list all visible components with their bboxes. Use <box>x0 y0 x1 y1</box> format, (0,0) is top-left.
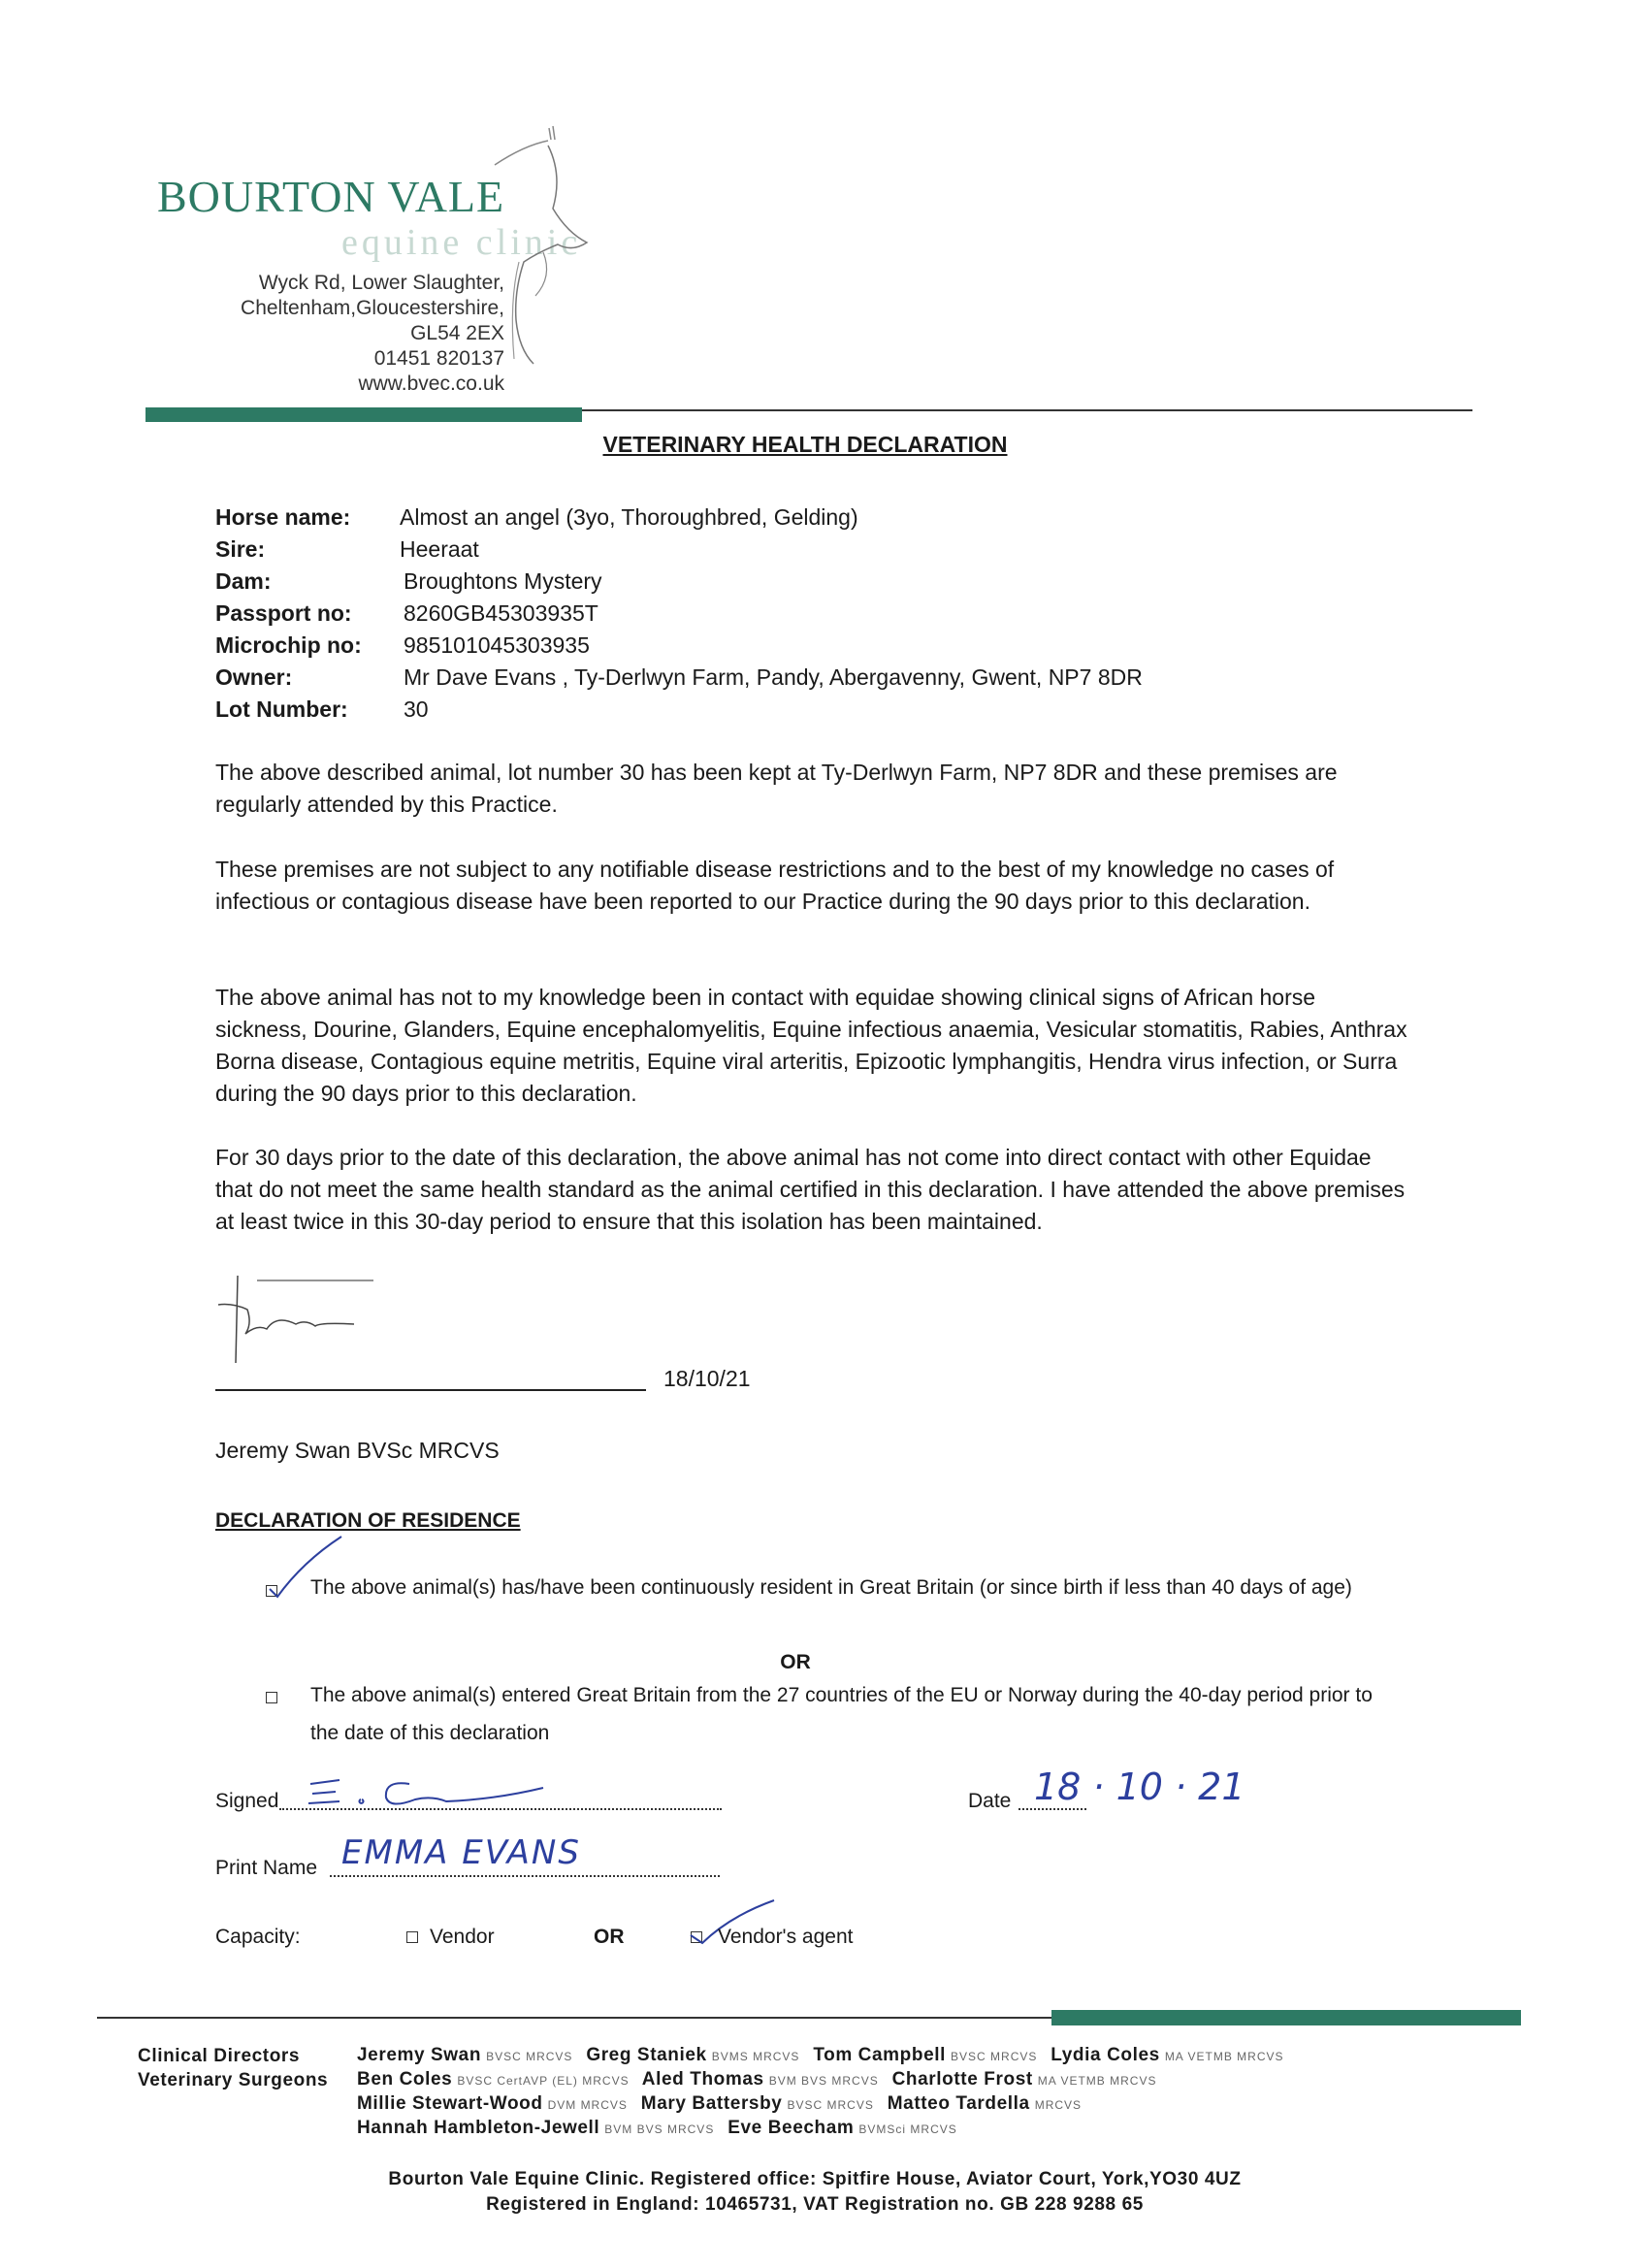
dam-value: Broughtons Mystery <box>404 568 602 594</box>
clinic-subtitle: equine clinic <box>341 222 582 263</box>
lot-number-value: 30 <box>404 697 429 722</box>
horse-name-label: Horse name: <box>215 504 351 530</box>
staff-name: Matteo Tardella <box>887 2093 1030 2114</box>
vet-signature-date: 18/10/21 <box>663 1366 751 1391</box>
residence-or: OR <box>780 1651 811 1673</box>
website: www.bvec.co.uk <box>358 373 504 395</box>
vet-signature-mark <box>209 1266 383 1373</box>
residence-option-1: The above animal(s) has/have been continuously resident in Great Britain (or since birth if less than 40 days of age) <box>310 1576 1352 1599</box>
signed-label: Signed <box>215 1790 279 1812</box>
option2-checkbox[interactable] <box>266 1692 277 1703</box>
vendor-date-label: Date <box>968 1790 1012 1812</box>
owner-label: Owner: <box>215 664 293 690</box>
staff-quals: MA VETMB MRCVS <box>1037 2074 1157 2088</box>
header-accent-bar <box>146 407 582 422</box>
staff-name: Ben Coles <box>357 2069 453 2090</box>
staff-row-3 <box>357 2093 1089 2115</box>
address-line-3: GL54 2EX <box>410 322 504 344</box>
document-title: VETERINARY HEALTH DECLARATION <box>602 432 1008 457</box>
staff-name: Jeremy Swan <box>357 2045 482 2065</box>
staff-name: Lydia Coles <box>1051 2045 1160 2065</box>
capacity-label: Capacity: <box>215 1926 301 1948</box>
agent-option-label: Vendor's agent <box>718 1926 854 1948</box>
clinical-directors-label: Clinical Directors <box>138 2046 301 2066</box>
staff-quals: BVSC MRCVS <box>787 2098 874 2112</box>
staff-name: Mary Battersby <box>640 2093 783 2114</box>
paragraph-premises: The above described animal, lot number 30 has been kept at Ty-Derlwyn Farm, NP7 8DR and these premises are regularly attended by this Practice. <box>215 760 1338 817</box>
vet-signature-line <box>215 1389 646 1391</box>
footer-accent-bar <box>1051 2010 1521 2025</box>
passport-value: 8260GB45303935T <box>404 600 598 626</box>
paragraph-disease-contact: The above animal has not to my knowledge been in contact with equidae showing clinical signs of African horse sickness, Dourine, Glanders, Equine encephalomyelitis, Equine infectious anaemia, Vesicular stomatitis, Rabies, Anthrax Borna disease, Contagious equine metritis, Equine viral arteritis, Epizootic lymphangitis, Hendra virus infection, or Surra during the 90 days prior to this declaration. <box>215 985 1407 1106</box>
staff-quals: BVMSci MRCVS <box>858 2122 957 2136</box>
staff-name: Charlotte Frost <box>891 2069 1033 2090</box>
registration-numbers: Registered in England: 10465731, VAT Registration no. GB 228 9288 65 <box>486 2194 1144 2215</box>
vendor-checkbox[interactable] <box>406 1931 418 1943</box>
print-name-label: Print Name <box>215 1857 318 1879</box>
dam-label: Dam: <box>215 568 272 594</box>
header-divider <box>582 409 1472 411</box>
vendor-option-label: Vendor <box>430 1926 495 1948</box>
sire-label: Sire: <box>215 536 266 562</box>
residence-option-2: The above animal(s) entered Great Britain from the 27 countries of the EU or Norway during the 40-day period prior to the date of this declaration <box>310 1684 1373 1744</box>
owner-value: Mr Dave Evans , Ty-Derlwyn Farm, Pandy, Abergavenny, Gwent, NP7 8DR <box>404 664 1143 690</box>
staff-name: Hannah Hambleton-Jewell <box>357 2118 600 2138</box>
print-name-value: EMMA EVANS <box>341 1833 581 1872</box>
vendor-date-dotted-line <box>1018 1808 1086 1810</box>
staff-quals: BVM BVS MRCVS <box>768 2074 879 2088</box>
residence-title: DECLARATION OF RESIDENCE <box>215 1509 521 1532</box>
staff-quals: BVM BVS MRCVS <box>604 2122 715 2136</box>
staff-name: Greg Staniek <box>586 2045 707 2065</box>
staff-name: Millie Stewart-Wood <box>357 2093 543 2114</box>
footer-divider <box>97 2017 1051 2019</box>
staff-quals: BVMS MRCVS <box>711 2050 800 2063</box>
vet-name: Jeremy Swan BVSc MRCVS <box>215 1438 500 1463</box>
staff-quals: BVSC MRCVS <box>951 2050 1038 2063</box>
address-line-2: Cheltenham,Gloucestershire, <box>241 297 504 319</box>
staff-quals: BVSC MRCVS <box>486 2050 573 2063</box>
address-line-1: Wyck Rd, Lower Slaughter, <box>258 272 504 294</box>
staff-name: Eve Beecham <box>728 2118 855 2138</box>
staff-quals: BVSC CertAVP (EL) MRCVS <box>457 2074 630 2088</box>
microchip-label: Microchip no: <box>215 632 362 658</box>
staff-quals: MRCVS <box>1034 2098 1083 2112</box>
staff-quals: MA VETMB MRCVS <box>1164 2050 1284 2063</box>
staff-quals: DVM MRCVS <box>547 2098 628 2112</box>
staff-row-2 <box>357 2069 1164 2090</box>
paragraph-restrictions: These premises are not subject to any notifiable disease restrictions and to the best of my knowledge no cases of infectious or contagious disease have been reported to our Practice during the 90 days prior to this declaration. <box>215 857 1335 914</box>
staff-name: Tom Campbell <box>813 2045 947 2065</box>
veterinary-surgeons-label: Veterinary Surgeons <box>138 2070 329 2090</box>
clinic-name: BOURTON VALE <box>157 172 505 221</box>
lot-number-label: Lot Number: <box>215 697 348 722</box>
vendor-signature-mark <box>301 1770 553 1814</box>
registered-office: Bourton Vale Equine Clinic. Registered office: Spitfire House, Aviator Court, York,YO30 4UZ <box>388 2169 1242 2189</box>
passport-label: Passport no: <box>215 600 352 626</box>
horse-name-value: Almost an angel (3yo, Thoroughbred, Gelding) <box>400 504 858 530</box>
phone-number: 01451 820137 <box>373 347 504 370</box>
vendor-date-value: 18 · 10 · 21 <box>1034 1766 1245 1808</box>
staff-name: Aled Thomas <box>641 2069 764 2090</box>
capacity-or: OR <box>594 1926 625 1948</box>
staff-row-1 <box>357 2045 1292 2066</box>
sire-value: Heeraat <box>400 536 479 562</box>
print-name-dotted-line <box>330 1875 720 1877</box>
microchip-value: 985101045303935 <box>404 632 590 658</box>
staff-row-4 <box>357 2118 965 2139</box>
paragraph-isolation: For 30 days prior to the date of this declaration, the above animal has not come into direct contact with other Equidae that do not meet the same health standard as the animal certified in this declaration. I have attended the above premises at least twice in this 30-day period to ensure that this isolation has been maintained. <box>215 1145 1406 1234</box>
